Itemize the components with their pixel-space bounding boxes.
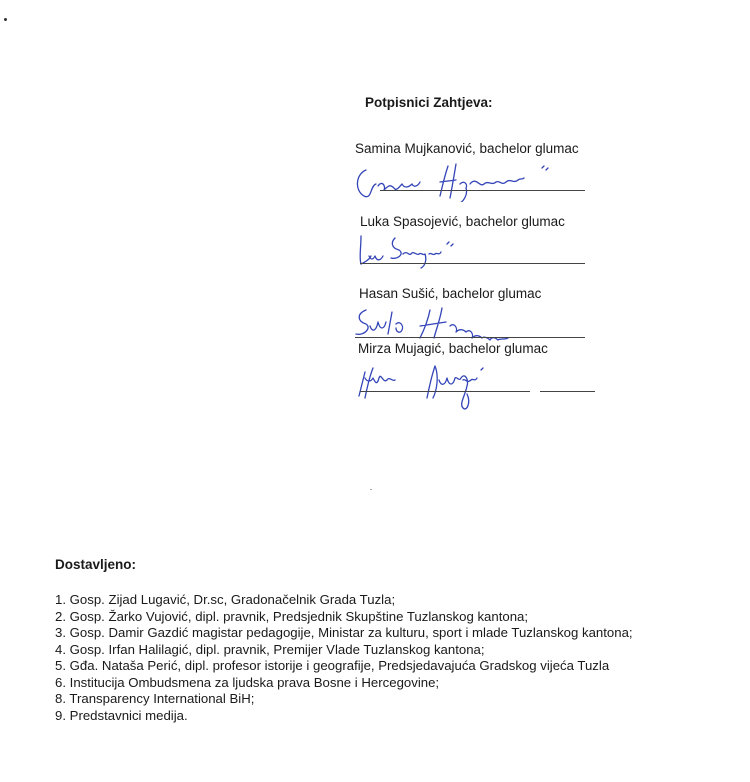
signatory-name: Luka Spasojević, bachelor glumac [360, 214, 565, 229]
list-item: 6. Institucija Ombudsmena za ljudska prava Bosne i Hercegovine; [55, 674, 440, 690]
signatory-name: Samina Mujkanović, bachelor glumac [355, 141, 579, 156]
list-item: 9. Predstavnici medija. [55, 707, 188, 723]
scan-speck [370, 489, 372, 490]
signature-image [352, 160, 572, 202]
signature-line [355, 337, 585, 338]
signatories-heading: Potpisnici Zahtjeva: [365, 95, 493, 110]
signature-line [380, 190, 585, 191]
signature-image [355, 358, 535, 422]
signature-line [360, 391, 530, 392]
signatory-name: Hasan Sušić, bachelor glumac [359, 286, 542, 301]
signature-image [355, 232, 495, 272]
list-item: 8. Transparency International BiH; [55, 691, 255, 706]
delivered-heading: Dostavljeno: [55, 557, 137, 572]
signatory-name: Mirza Mujagić, bachelor glumac [358, 341, 548, 356]
signature-line [360, 263, 585, 264]
list-item: 4. Gosp. Irfan Halilagić, dipl. pravnik, Premijer Vlade Tuzlanskog kantona; [55, 641, 485, 657]
list-item: 1. Gosp. Zijad Lugavić, Dr.sc, Gradonačelnik Grada Tuzla; [55, 592, 396, 607]
list-item: 2. Gosp. Žarko Vujović, dipl. pravnik, Predsjednik Skupštine Tuzlanskog kantona; [55, 608, 529, 624]
recipient-list [55, 592, 735, 724]
list-item: 3. Gosp. Damir Gazdić magistar pedagogije, Ministar za kulturu, sport i mlade Tuzlanskog kantona; [55, 625, 633, 640]
scan-dot [4, 18, 7, 21]
list-item: 5. Gđa. Nataša Perić, dipl. profesor istorije i geografije, Predsjedavajuća Gradskog vijeća Tuzla [55, 658, 610, 673]
signature-line [540, 391, 595, 392]
